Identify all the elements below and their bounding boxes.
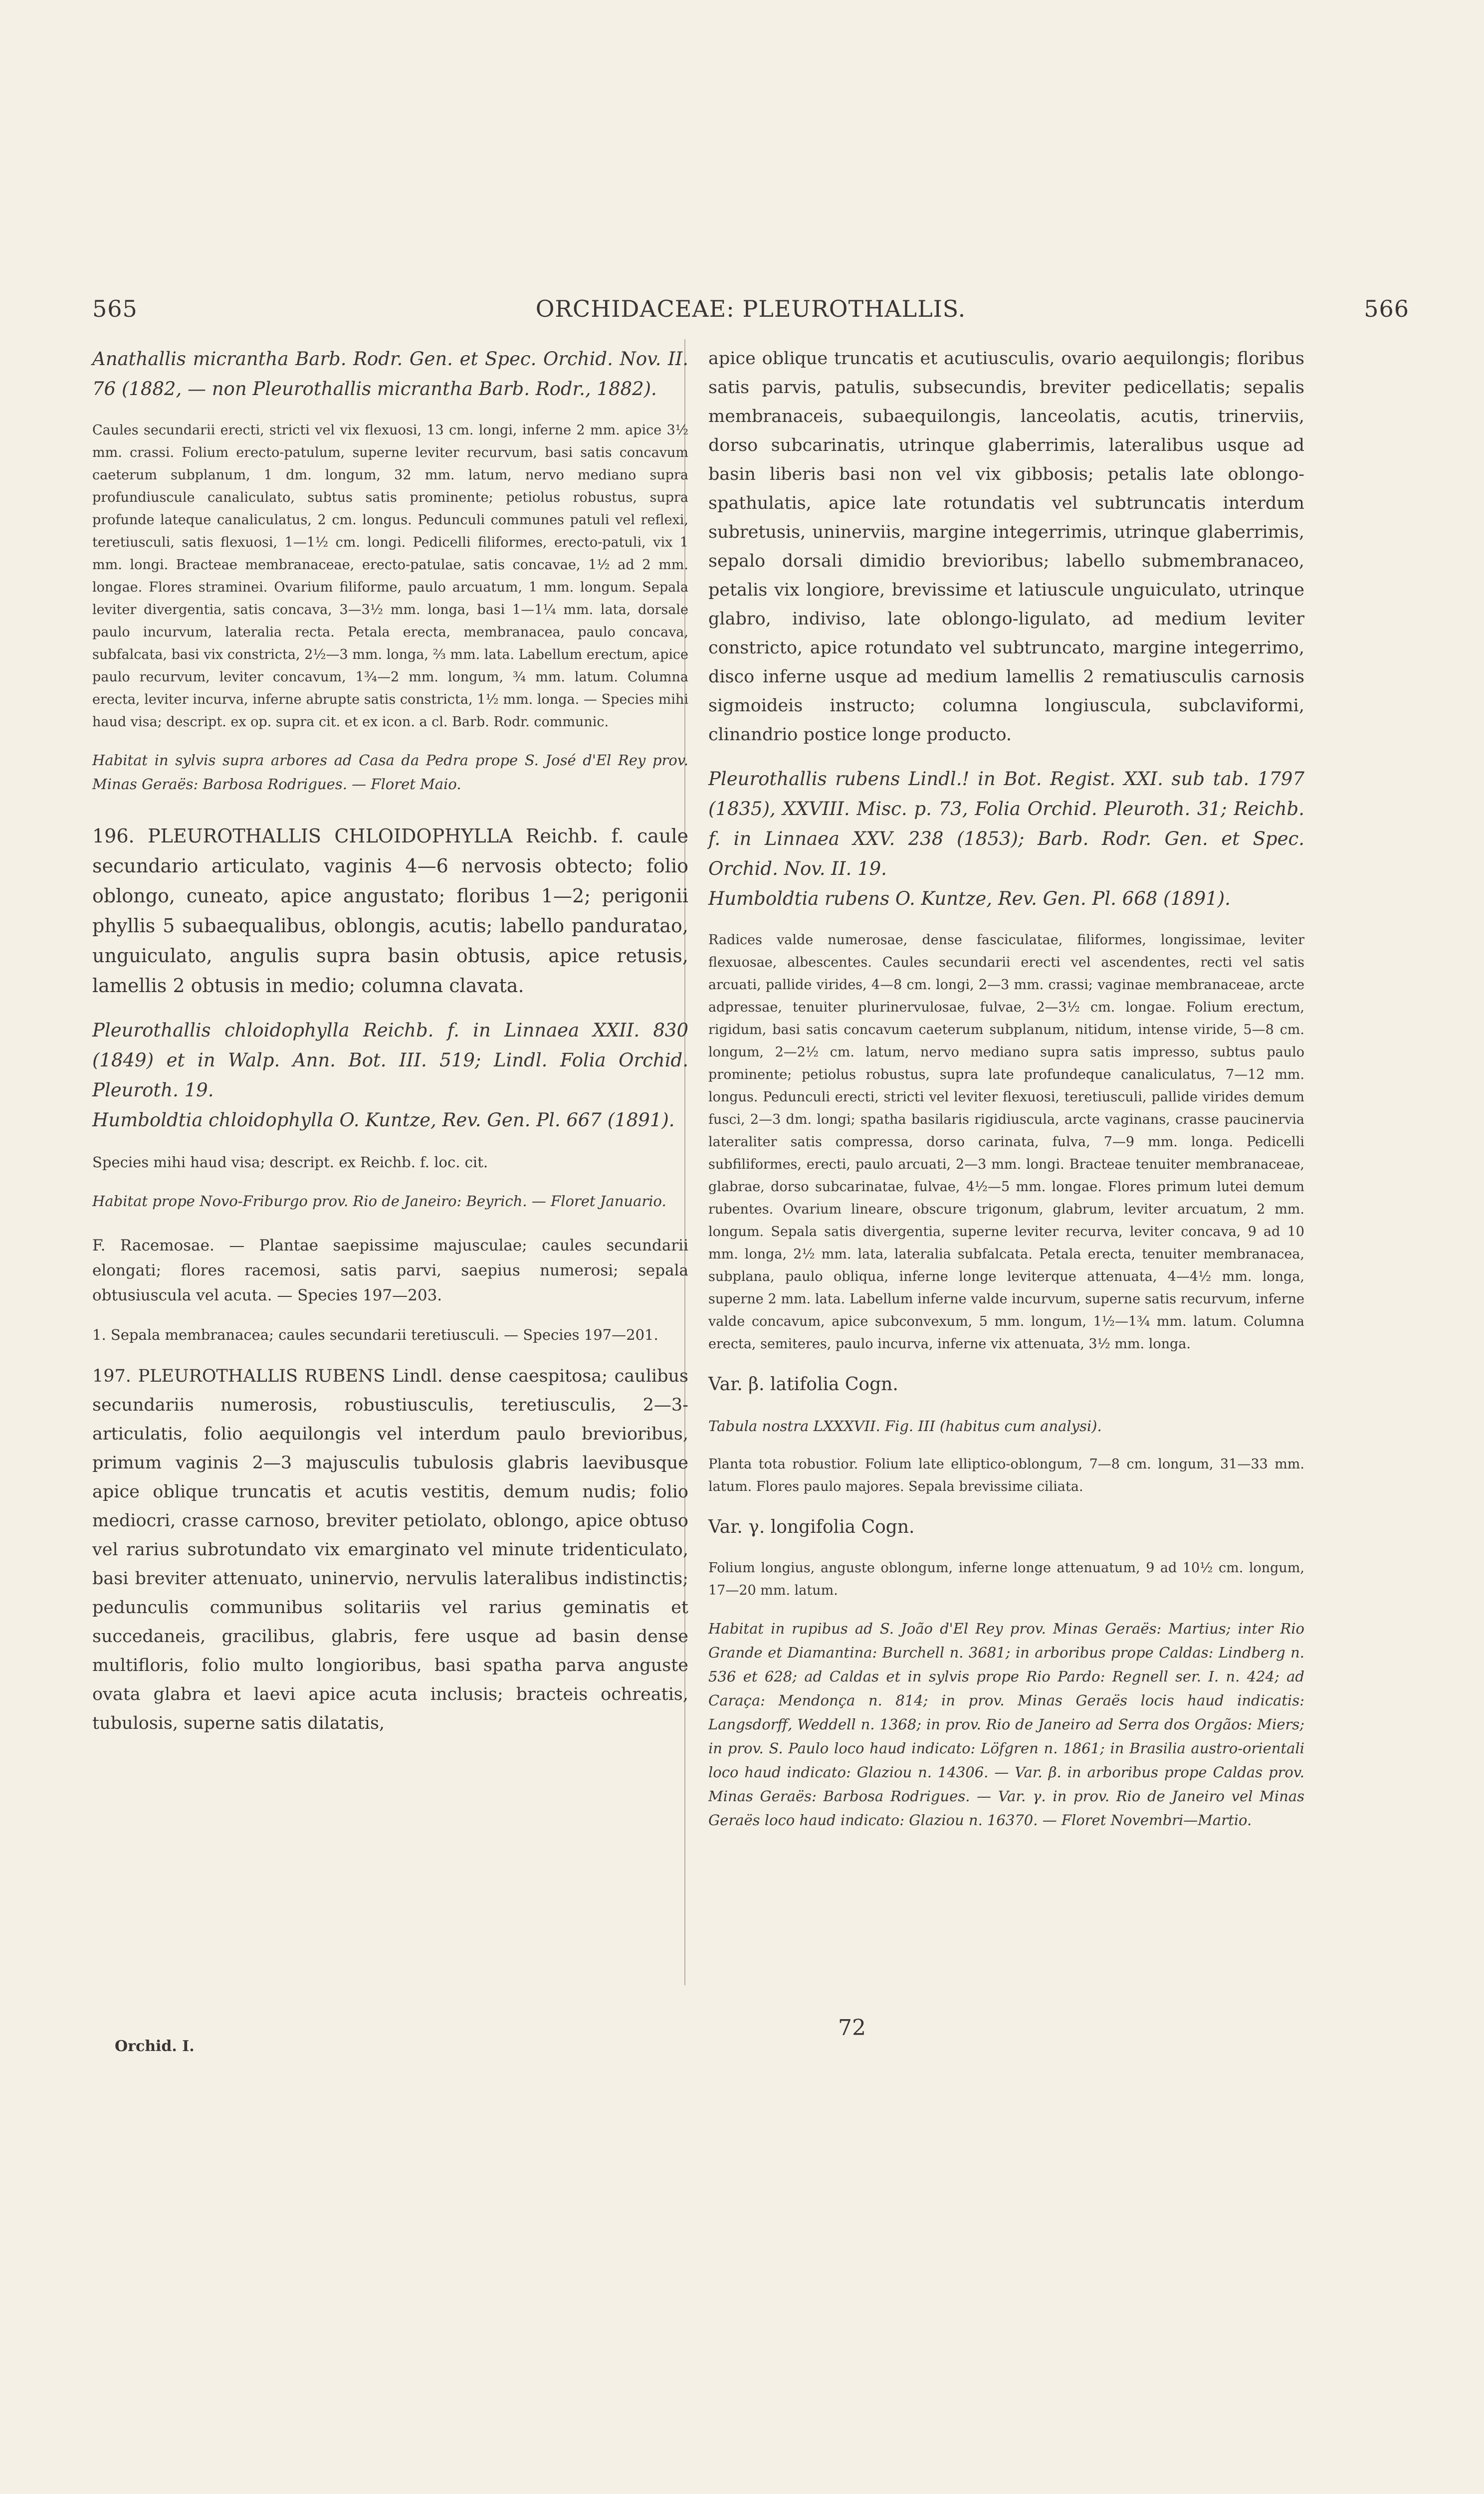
page-number-left: 565: [92, 295, 138, 322]
habitat-paragraph: Habitat in sylvis supra arbores ad Casa da Pedra prope S. José d'El Rey prov. Minas Geraës: Barbosa Rodrigues. — Floret Maio.: [92, 752, 688, 793]
species-197-diagnosis: 197. PLEUROTHALLIS RUBENS Lindl. dense caespitosa; caulibus secundariis numerosis, robustiusculis, teretiusculis, 2—3-articulatis, folio aequilongis vel interdum paulo brevioribus, primum vaginis 2—3 majusculis tubulosis glabris laevibusque apice oblique truncatis et acutis vestitis, demum nudis; folio mediocri, crasse carnoso, breviter petiolato, oblongo, apice obtuso vel rarius subrotundato vix emarginato vel minute tridenticulato, basi breviter attenuato, uninervio, nervulis lateralibus indistinctis; pedunculis communibus solitariis vel rarius geminatis et succedaneis, gracilibus, glabris, fere usque ad basin dense multifloris, folio multo longioribus, basi spatha parva anguste ovata glabra et laevi apice acuta inclusis; bracteis ochreatis, tubulosis, superne satis dilatatis,: [92, 1366, 688, 1733]
synonym-reference: Anathallis micrantha Barb. Rodr. Gen. et Spec. Orchid. Nov. II. 76 (1882, — non Pleurothallis micrantha Barb. Rodr., 1882).: [92, 348, 688, 400]
running-title: ORCHIDACEAE: PLEUROTHALLIS.: [535, 295, 966, 322]
species-description: Caules secundarii erecti, stricti vel vix flexuosi, 13 cm. longi, inferne 2 mm. apice 3½ mm. crassi. Folium erecto-patulum, superne leviter recurvum, basi satis concavum caeterum subplanum, 1 dm. longum, 32 mm. latum, nervo mediano supra profundiuscule canaliculato, subtus satis prominente; petiolus robustus, supra profunde lateque canaliculatus, 2 cm. longus. Pedunculi communes patuli vel reflexi, teretiusculi, satis flexuosi, 1—1½ cm. longi. Pedicelli filiformes, erecto-patuli, vix 1 mm. longi. Bracteae membranaceae, erecto-patulae, satis concavae, 1½ ad 2 mm. longae. Flores straminei. Ovarium filiforme, paulo arcuatum, 1 mm. longum. Sepala leviter divergentia, satis concava, 3—3½ mm. longa, basi 1—1¼ mm. lata, dorsale paulo incurvum, lateralia recta. Petala erecta, membranacea, paulo concava, subfalcata, basi vix constricta, 2½—3 mm. longa, ⅔ mm. lata. Labellum erectum, apice paulo recurvum, leviter concavum, 1¾—2 mm. longum, ¾ mm. latum. Columna erecta, leviter incurva, inferne abrupte satis constricta, 1½ mm. longa. — Species mihi haud visa; descript. ex op. supra cit. et ex icon. a cl. Barb. Rodr. communic.: [92, 422, 688, 730]
species-196-diagnosis: 196. PLEUROTHALLIS CHLOIDOPHYLLA Reichb. f. caule secundario articulato, vaginis 4—6 nervosis obtecto; folio oblongo, cuneato, apice angustato; floribus 1—2; perigonii phyllis 5 subaequalibus, oblongis, acutis; labello panduratao, unguiculato, angulis supra basin obtusis, apice retusis, lamellis 2 obtusis in medio; columna clavata.: [92, 825, 688, 997]
page-number-right: 566: [1364, 295, 1409, 322]
signature-footer: Orchid. I.: [115, 2038, 195, 2055]
sheet-number: 72: [838, 2015, 866, 2041]
species-197-continued: apice oblique truncatis et acutiusculis, ovario aequilongis; floribus satis parvis, patulis, subsecundis, breviter pedicellatis; sepalis membranaceis, subaequilongis, lanceolatis, acutis, trinerviis, dorso subcarinatis, utrinque glaberrimis, lateralibus usque ad basin liberis basi non vel vix gibbosis; petalis late oblongo-spathulatis, apice late rotundatis vel subtruncatis interdum subretusis, uninerviis, margine integerrimis, utrinque glaberrimis, sepalo dorsali dimidio brevioribus; labello submembranaceo, petalis vix longiore, brevissime et latiuscule unguiculato, utrinque glabro, indiviso, late oblongo-ligulato, ad medium leviter constricto, apice rotundato vel subtruncato, margine integerrimo, disco inferne usque ad medium lamellis 2 rematiusculis carnosis sigmoideis instructo; columna longiuscula, subclaviformi, clinandrio postice longe producto.: [708, 349, 1304, 745]
plate-reference: Tabula nostra LXXXVII. Fig. III (habitus cum analysi).: [708, 1418, 1102, 1435]
species-196-note: Species mihi haud visa; descript. ex Reichb. f. loc. cit.: [92, 1154, 488, 1171]
variety-beta-description: Planta tota robustior. Folium late elliptico-oblongum, 7—8 cm. longum, 31—33 mm. latum. Flores paulo majores. Sepala brevissime ciliata.: [708, 1456, 1304, 1494]
variety-beta: Var. β. latifolia Cogn.: [708, 1374, 898, 1395]
species-196-synonym: Humboldtia chloidophylla O. Kuntze, Rev. Gen. Pl. 667 (1891).: [92, 1109, 675, 1131]
species-196-reference: Pleurothallis chloidophylla Reichb. f. in Linnaea XXII. 830 (1849) et in Walp. Ann. Bot. III. 519; Lindl. Folia Orchid. Pleuroth. 19.: [92, 1020, 688, 1101]
species-197-description: Radices valde numerosae, dense fasciculatae, filiformes, longissimae, leviter flexuosae, albescentes. Caules secundarii erecti vel ascendentes, recti vel satis arcuati, pallide virides, 4—8 cm. longi, 2—3 mm. crassi; vaginae membranaceae, arcte adpressae, tenuiter plurinervulosae, fulvae, 2—3½ cm. longae. Folium erectum, rigidum, basi satis concavum caeterum subplanum, nitidum, intense viride, 5—8 cm. longum, 2—2½ cm. latum, nervo mediano supra satis impresso, subtus paulo prominente; petiolus robustus, supra late profundeque canaliculatus, 7—12 mm. longus. Pedunculi erecti, stricti vel leviter flexuosi, teretiusculi, pallide virides demum fusci, 2—3 dm. longi; spatha basilaris rigidiuscula, arcte vaginans, crasse paucinervia lateraliter satis compressa, dorso carinata, fulva, 7—9 mm. longa. Pedicelli subfiliformes, erecti, paulo arcuati, 2—3 mm. longi. Bracteae tenuiter membranaceae, glabrae, dorso subcarinatae, fulvae, 4½—5 mm. longae. Flores primum lutei demum rubentes. Ovarium lineare, obscure trigonum, glabrum, leviter arcuatum, 2 mm. longum. Sepala satis divergentia, superne leviter recurva, leviter concava, 9 ad 10 mm. longa, 2½ mm. lata, lateralia subfalcata. Petala erecta, tenuiter membranacea, subplana, paulo obliqua, inferne longe leviterque attenuata, 4—4½ mm. longa, superne 2 mm. lata. Labellum inferne valde incurvum, superne satis recurvum, inferne valde concavum, apice subconvexum, 5 mm. longum, 1½—1¾ mm. latum. Columna erecta, semiteres, paulo incurva, inferne vix attenuata, 3½ mm. longa.: [708, 932, 1304, 1352]
species-197-reference: Pleurothallis rubens Lindl.! in Bot. Regist. XXI. sub tab. 1797 (1835), XXVIII. Misc. p. 73, Folia Orchid. Pleuroth. 31; Reichb. f. in Linnaea XXV. 238 (1853); Barb. Rodr. Gen. et Spec. Orchid. Nov. II. 19.: [708, 768, 1304, 879]
species-197-synonym: Humboldtia rubens O. Kuntze, Rev. Gen. Pl. 668 (1891).: [708, 888, 1231, 909]
key-entry: 1. Sepala membranacea; caules secundarii teretiusculi. — Species 197—201.: [92, 1326, 658, 1343]
species-197-habitat: Habitat in rupibus ad S. João d'El Rey prov. Minas Geraës: Martius; inter Rio Grande et Diamantina: Burchell n. 3681; in arboribus prope Caldas: Lindberg n. 536 et 628; ad Caldas et in sylvis prope Rio Pardo: Regnell ser. I. n. 424; ad Caraça: Mendonça n. 814; in prov. Minas Geraës locis haud indicatis: Langsdorff, Weddell n. 1368; in prov. Rio de Janeiro ad Serra dos Orgãos: Miers; in prov. S. Paulo loco haud indicato: Löfgren n. 1861; in Brasilia austro-orientali loco haud indicato: Glaziou n. 14306. — Var. β. in arboribus prope Caldas prov. Minas Geraës: Barbosa Rodrigues. — Var. γ. in prov. Rio de Janeiro vel Minas Geraës loco haud indicato: Glaziou n. 16370. — Floret Novembri—Martio.: [708, 1620, 1304, 1829]
right-column: [708, 344, 1304, 1847]
variety-gamma: Var. γ. longifolia Cogn.: [708, 1517, 915, 1537]
species-196-habitat: Habitat prope Novo-Friburgo prov. Rio de Janeiro: Beyrich. — Floret Januario.: [92, 1193, 666, 1210]
section-racemosae: F. Racemosae. — Plantae saepissime majusculae; caules secundarii elongati; flores racemosi, satis parvi, saepius numerosi; sepala obtusiuscula vel acuta. — Species 197—203.: [92, 1237, 688, 1304]
left-column: [92, 344, 688, 1753]
variety-gamma-description: Folium longius, anguste oblongum, inferne longe attenuatum, 9 ad 10½ cm. longum, 17—20 mm. latum.: [708, 1560, 1304, 1598]
running-header: [92, 295, 1409, 330]
